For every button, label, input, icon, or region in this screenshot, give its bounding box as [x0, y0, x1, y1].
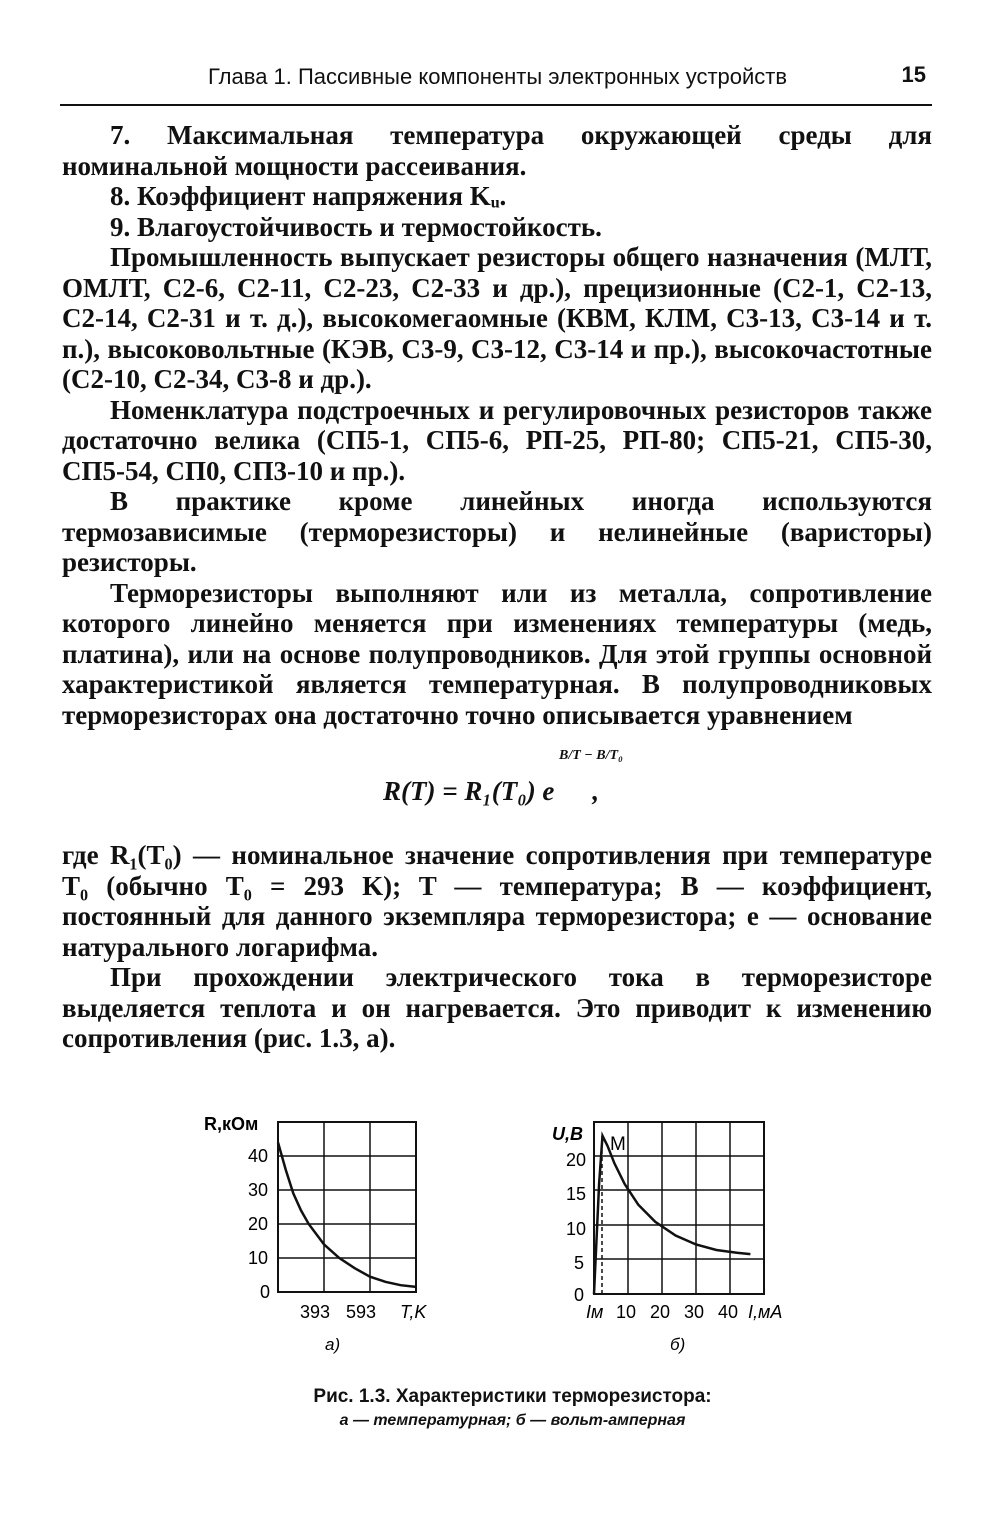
paragraph-practice: В практике кроме линейных иногда используются термозависимые (терморезисторы) и нелинейные (варисторы) резисторы.	[62, 486, 932, 577]
chart-a-xtick: 593	[346, 1302, 377, 1322]
chart-a-ytick: 20	[248, 1214, 269, 1234]
chart-b-annotation-m: М	[610, 1134, 626, 1155]
chart-b-ytick: 0	[574, 1285, 585, 1305]
chart-b-ytick: 5	[574, 1253, 585, 1273]
page-number: 15	[901, 62, 926, 87]
chart-temperature	[190, 1108, 460, 1358]
paragraph-item-9: 9. Влагоустойчивость и термостойкость.	[110, 211, 602, 242]
paragraph-industry: Промышленность выпускает резисторы общего назначения (МЛТ, ОМЛТ, С2-6, С2-11, С2-23, С2-33 и др.), прецизионные (С2-1, С2-13, С2-14, С2-31 и т. д.), высокомегаомные (КВМ, КЛМ, С3-13, С3-14 и т. п.), высоковольтные (КЭВ, С3-9, С3-12, С3-14 и пр.), высокочастотные (С2-10, С2-34, С3-8 и др.).	[62, 242, 932, 394]
chart-b-xtick: 10	[616, 1302, 637, 1322]
chart-b-xtick: 30	[684, 1302, 705, 1322]
equation-exponent: B/T − B/T₀	[559, 748, 623, 763]
paragraph-thermistors: Терморезисторы выполняют или из металла, сопротивление которого линейно меняется при изменениях температуры (медь, платина), или на основе полупроводников. Для этой группы основной характеристикой является температурная. В полупроводниковых терморезисторах она достаточно точно описывается уравнением	[62, 577, 932, 730]
paragraph-nomenclature: Номенклатура подстроечных и регулировочных резисторов также достаточно велика (СП5-1, СП5-6, РП-25, РП-80; СП5-21, СП5-30, СП5-54, СП0, СП3-10 и пр.).	[62, 394, 932, 486]
thermistor-equation	[383, 748, 683, 818]
chart-b-xtick: Iм	[586, 1302, 604, 1322]
chart-a-ytick: 40	[248, 1146, 269, 1166]
paragraph-current: При прохождении электрического тока в терморезисторе выделяется теплота и он нагревается. Это приводит к изменению сопротивления (рис. 1.3, а).	[62, 962, 932, 1053]
chart-b-panel-label: б)	[670, 1335, 686, 1354]
page-header	[60, 64, 932, 106]
chart-a-xlabel: T,K	[400, 1302, 427, 1322]
chapter-title: Глава 1. Пассивные компоненты электронных устройств	[208, 64, 788, 89]
chart-a-series-line	[278, 1142, 416, 1287]
chart-b-xtick: 40	[718, 1302, 739, 1322]
chart-a-ytick: 30	[248, 1180, 269, 1200]
equation-main: R(T) = R₁(T₀) e ,	[383, 776, 600, 806]
body-text	[62, 120, 932, 730]
paragraph-item-7: 7. Максимальная температура окружающей среды для номинальной мощности рассеивания.	[62, 120, 932, 181]
chart-b-ytick: 20	[566, 1150, 587, 1170]
chart-a-xtick: 393	[300, 1302, 331, 1322]
paragraph-item-8: 8. Коэффициент напряжения Kᵤ.	[110, 181, 507, 211]
chart-a-ytick: 10	[248, 1248, 269, 1268]
chart-b-ytick: 10	[566, 1219, 587, 1239]
figure-caption-legend: а — температурная; б — вольт-амперная	[339, 1412, 686, 1429]
paragraph-where: где R₁(T₀) — номинальное значение сопротивления при температуре T₀ (обычно T₀ = 293 K); T — температура; B — коэффициент, постоянный для данного экземпляра терморезистора; e — основание натурального логарифма.	[62, 840, 932, 962]
chart-volt-ampere	[530, 1108, 820, 1358]
chart-a-panel-label: а)	[325, 1335, 341, 1354]
chart-b-xlabel: I,мА	[748, 1302, 783, 1322]
chart-a-ylabel: R,кОм	[204, 1114, 259, 1134]
body-text-after-formula	[62, 840, 932, 1054]
chart-b-ytick: 15	[566, 1184, 587, 1204]
figure-caption: Рис. 1.3. Характеристики терморезистора:	[313, 1386, 712, 1407]
chart-b-series-line	[594, 1136, 750, 1294]
chart-b-ylabel: U,В	[552, 1124, 583, 1144]
chart-a-ytick: 0	[260, 1282, 271, 1302]
chart-b-xtick: 20	[650, 1302, 671, 1322]
